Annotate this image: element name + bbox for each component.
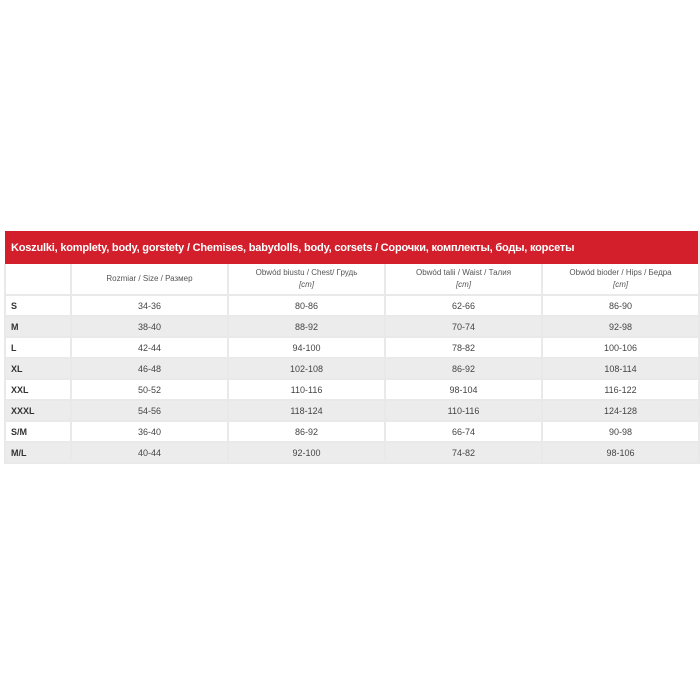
hips-cell: 86-90 <box>542 295 699 316</box>
waist-cell: 62-66 <box>385 295 542 316</box>
waist-cell: 74-82 <box>385 442 542 463</box>
table-row <box>5 358 699 379</box>
header-unit: [cm] <box>612 280 629 289</box>
chest-cell: 102-108 <box>228 358 385 379</box>
size-label: S/M <box>5 421 71 442</box>
size-eu-cell: 46-48 <box>71 358 228 379</box>
waist-cell: 78-82 <box>385 337 542 358</box>
table-row <box>5 316 699 337</box>
header-unit: [cm] <box>455 280 472 289</box>
waist-cell: 110-116 <box>385 400 542 421</box>
table-header-row <box>5 264 699 295</box>
size-eu-cell: 50-52 <box>71 379 228 400</box>
chest-cell: 110-116 <box>228 379 385 400</box>
size-eu-cell: 42-44 <box>71 337 228 358</box>
header-size <box>71 264 228 295</box>
header-chest <box>228 264 385 295</box>
table-row <box>5 337 699 358</box>
table-row <box>5 379 699 400</box>
table-row <box>5 400 699 421</box>
size-label: S <box>5 295 71 316</box>
chest-cell: 80-86 <box>228 295 385 316</box>
size-label: XXL <box>5 379 71 400</box>
size-chart-table <box>4 231 700 464</box>
waist-cell: 98-104 <box>385 379 542 400</box>
size-eu-cell: 38-40 <box>71 316 228 337</box>
header-size-code <box>5 264 71 295</box>
size-eu-cell: 36-40 <box>71 421 228 442</box>
hips-cell: 92-98 <box>542 316 699 337</box>
hips-cell: 108-114 <box>542 358 699 379</box>
hips-cell: 100-106 <box>542 337 699 358</box>
header-waist <box>385 264 542 295</box>
size-label: XL <box>5 358 71 379</box>
chest-cell: 86-92 <box>228 421 385 442</box>
chest-cell: 118-124 <box>228 400 385 421</box>
table-title: Koszulki, komplety, body, gorstety / Chemises, babydolls, body, corsets / Сорочки, комплекты, боды, корсеты <box>5 231 699 264</box>
header-label: Obwód bioder / Hips / Бедра <box>569 268 672 277</box>
table-row <box>5 295 699 316</box>
hips-cell: 90-98 <box>542 421 699 442</box>
header-unit: [cm] <box>298 280 315 289</box>
size-eu-cell: 34-36 <box>71 295 228 316</box>
size-label: L <box>5 337 71 358</box>
waist-cell: 66-74 <box>385 421 542 442</box>
chest-cell: 92-100 <box>228 442 385 463</box>
size-label: XXXL <box>5 400 71 421</box>
size-eu-cell: 54-56 <box>71 400 228 421</box>
waist-cell: 86-92 <box>385 358 542 379</box>
header-hips <box>542 264 699 295</box>
waist-cell: 70-74 <box>385 316 542 337</box>
header-label: Obwód biustu / Chest/ Грудь <box>255 268 358 277</box>
header-label: Obwód talii / Waist / Талия <box>415 268 512 277</box>
size-label: M <box>5 316 71 337</box>
header-label: Rozmiar / Size / Размер <box>106 274 193 283</box>
hips-cell: 124-128 <box>542 400 699 421</box>
hips-cell: 116-122 <box>542 379 699 400</box>
chest-cell: 94-100 <box>228 337 385 358</box>
table-row <box>5 421 699 442</box>
table-row <box>5 442 699 463</box>
hips-cell: 98-106 <box>542 442 699 463</box>
size-label: M/L <box>5 442 71 463</box>
size-eu-cell: 40-44 <box>71 442 228 463</box>
chest-cell: 88-92 <box>228 316 385 337</box>
table-title-row <box>5 231 699 264</box>
